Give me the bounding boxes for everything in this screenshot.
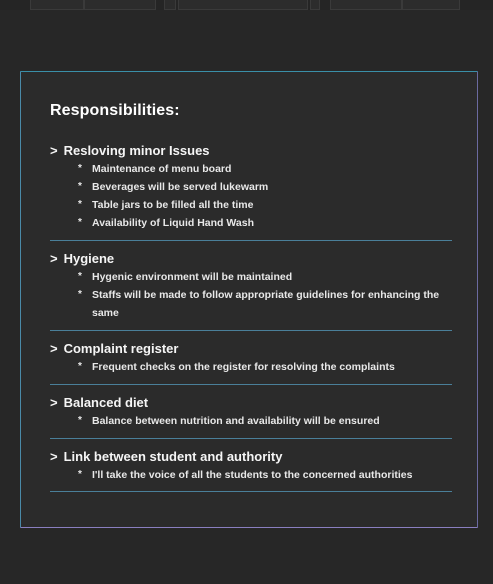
section-divider (50, 384, 452, 385)
toolbar-tab[interactable] (402, 0, 460, 10)
top-toolbar (0, 0, 493, 10)
bullet-icon: * (78, 415, 82, 426)
card-title: Responsibilities: (50, 102, 180, 119)
section-hygiene (50, 250, 452, 322)
section-heading-label: Link between student and authority (63, 449, 283, 464)
bullet-icon: * (78, 199, 82, 210)
list-item: * Table jars to be filled all the time (50, 196, 452, 214)
toolbar-tab[interactable] (330, 0, 402, 10)
list-item: * Frequent checks on the register for resolving the complaints (50, 358, 452, 376)
list-item: * Hygenic environment will be maintained (50, 268, 452, 286)
toolbar-tab[interactable] (178, 0, 308, 10)
section-divider (50, 438, 452, 439)
toolbar-tab[interactable] (84, 0, 156, 10)
list-item: * Balance between nutrition and availability will be ensured (50, 412, 452, 430)
bullet-icon: * (78, 289, 82, 300)
section-heading (50, 394, 452, 412)
section-heading-label: Resloving minor Issues (63, 143, 210, 158)
section-heading (50, 250, 452, 268)
bullet-icon: * (78, 469, 82, 480)
list-item: * Beverages will be served lukewarm (50, 178, 452, 196)
list-item: * Availability of Liquid Hand Wash (50, 214, 452, 232)
chevron-right-icon: > (50, 341, 58, 356)
section-divider (50, 240, 452, 241)
section-heading-label: Balanced diet (63, 395, 149, 410)
list-item: * I'll take the voice of all the students to the concerned authorities (50, 466, 452, 484)
bullet-icon: * (78, 271, 82, 282)
section-heading (50, 142, 452, 160)
toolbar-tab[interactable] (310, 0, 320, 10)
section-balanced-diet (50, 394, 452, 430)
section-divider (50, 330, 452, 331)
bullet-icon: * (78, 361, 82, 372)
chevron-right-icon: > (50, 395, 58, 410)
chevron-right-icon: > (50, 449, 58, 464)
toolbar-tab[interactable] (164, 0, 176, 10)
section-resolving-issues (50, 142, 452, 232)
responsibilities-card (20, 71, 478, 528)
section-heading-label: Complaint register (63, 341, 179, 356)
bullet-icon: * (78, 181, 82, 192)
list-item: * Staffs will be made to follow appropriate guidelines for enhancing the same (50, 286, 452, 322)
bullet-icon: * (78, 217, 82, 228)
chevron-right-icon: > (50, 251, 58, 266)
section-heading-label: Hygiene (63, 251, 115, 266)
section-divider (50, 491, 452, 492)
section-student-authority-link (50, 448, 452, 484)
chevron-right-icon: > (50, 143, 58, 158)
list-item: * Maintenance of menu board (50, 160, 452, 178)
section-heading (50, 340, 452, 358)
bullet-icon: * (78, 163, 82, 174)
section-heading (50, 448, 452, 466)
toolbar-tab[interactable] (30, 0, 84, 10)
section-complaint-register (50, 340, 452, 376)
